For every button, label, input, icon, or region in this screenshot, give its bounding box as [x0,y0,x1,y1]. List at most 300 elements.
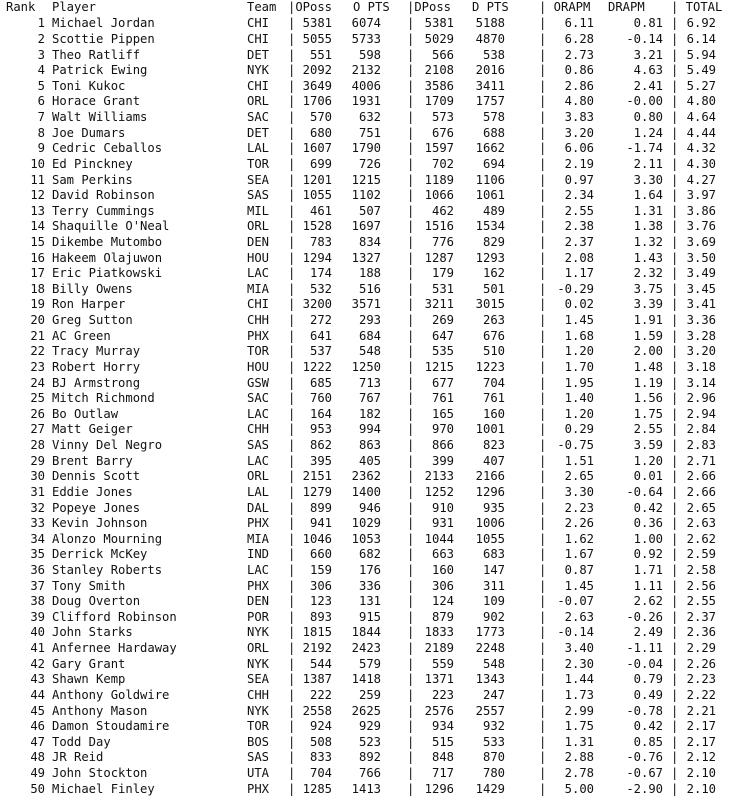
cell-oposs: 1528 [302,219,332,234]
table-row [0,750,732,766]
column-separator: | [288,16,296,31]
cell-total: 2.55 [686,594,716,609]
cell-opts: 182 [358,406,381,421]
column-separator: | [671,281,679,296]
column-separator: | [671,188,679,203]
cell-drapm: -0.04 [626,656,663,671]
cell-team: CHH [247,422,270,437]
column-separator: | [407,641,415,656]
cell-drapm: 0.42 [633,500,663,515]
column-separator: | [539,547,547,562]
cell-dposs: 931 [431,516,454,531]
cell-drapm: -0.26 [626,609,663,624]
cell-total: 4.80 [686,94,716,109]
column-separator: | [539,391,547,406]
cell-dposs: 1215 [424,359,454,374]
cell-opts: 1413 [351,781,381,796]
cell-drapm: 3.59 [633,438,663,453]
cell-player: Robert Horry [52,359,141,374]
cell-drapm: 1.71 [633,563,663,577]
cell-opts: 523 [358,734,381,749]
column-separator: | [407,47,415,62]
cell-dpts: 501 [482,281,505,296]
table-row [0,610,732,626]
cell-drapm: 2.00 [633,344,663,359]
cell-team: CHI [247,31,270,46]
cell-dpts: 902 [482,609,505,624]
cell-team: SAS [247,188,270,203]
column-separator: | [539,266,547,281]
cell-dposs: 2133 [424,469,454,484]
cell-total: 4.32 [686,141,716,156]
cell-dpts: 761 [482,391,505,406]
cell-rank: 12 [30,188,45,203]
cell-team: LAC [247,563,270,577]
column-separator: | [288,47,296,62]
cell-total: 2.17 [686,719,716,734]
cell-opts: 2362 [351,469,381,484]
column-separator: | [407,328,415,343]
cell-drapm: 1.48 [633,359,663,374]
column-separator: | [407,125,415,140]
column-separator: | [407,672,415,687]
cell-team: SAC [247,391,270,406]
cell-dpts: 5188 [475,16,505,31]
column-separator: | [671,516,679,531]
cell-total: 2.66 [686,484,716,499]
cell-orapm: 2.30 [564,656,594,671]
column-separator: | [288,438,296,453]
cell-oposs: 1607 [302,141,332,156]
cell-oposs: 123 [309,594,332,609]
cell-player: Dennis Scott [52,469,141,484]
cell-orapm: 1.20 [564,406,594,421]
table-row [0,110,732,126]
column-separator: | [539,281,547,296]
cell-drapm: 0.79 [633,672,663,687]
cell-team: LAC [247,266,270,281]
cell-drapm: -1.11 [626,641,663,656]
column-separator: | [539,297,547,312]
column-separator: | [288,422,296,437]
column-separator: | [539,766,547,781]
column-separator: | [671,547,679,562]
column-separator: | [407,94,415,109]
cell-orapm: 2.99 [564,703,594,718]
cell-team: DET [247,47,270,62]
column-separator: | [539,781,547,796]
cell-player: Toni Kukoc [52,78,126,93]
cell-team: ORL [247,219,270,234]
cell-player: Anthony Goldwire [52,687,170,702]
cell-rank: 45 [30,703,45,718]
cell-dposs: 531 [431,281,454,296]
column-separator: | [407,703,415,718]
cell-drapm: 2.32 [633,266,663,281]
cell-team: DET [247,125,270,140]
column-separator: | [539,750,547,765]
column-separator: | [407,578,415,593]
cell-dpts: 1773 [475,625,505,640]
cell-dpts: 578 [482,110,505,125]
cell-total: 2.59 [686,547,716,562]
cell-opts: 767 [358,391,381,406]
cell-opts: 188 [358,266,381,281]
cell-team: DEN [247,594,270,609]
table-row [0,376,732,392]
cell-orapm: 2.55 [564,203,594,218]
cell-dposs: 462 [431,203,454,218]
cell-team: ORL [247,94,270,109]
column-separator: | [288,234,296,249]
cell-dpts: 109 [482,594,505,609]
cell-oposs: 660 [309,547,332,562]
column-separator: | [671,672,679,687]
table-header [0,0,732,16]
cell-rank: 30 [30,469,45,484]
table-row [0,766,732,782]
cell-dpts: 1061 [475,188,505,203]
cell-oposs: 862 [309,438,332,453]
cell-rank: 4 [37,63,45,78]
cell-total: 2.26 [686,656,716,671]
cell-player: Doug Overton [52,594,141,609]
cell-dpts: 1343 [475,672,505,687]
cell-orapm: 1.51 [564,453,594,468]
column-separator: | [671,391,679,406]
cell-total: 2.10 [686,766,716,781]
cell-dposs: 223 [431,687,454,702]
column-separator: | [407,453,415,468]
cell-drapm: 1.24 [633,125,663,140]
cell-oposs: 685 [309,375,332,390]
column-separator: | [539,47,547,62]
cell-rank: 15 [30,234,45,249]
cell-opts: 1418 [351,672,381,687]
column-separator: | [407,781,415,796]
cell-dpts: 780 [482,766,505,781]
cell-player: Shaquille O'Neal [52,219,170,234]
cell-dposs: 399 [431,453,454,468]
cell-oposs: 272 [309,313,332,328]
cell-drapm: 1.20 [633,453,663,468]
column-separator: | [539,438,547,453]
cell-orapm: 1.75 [564,719,594,734]
cell-orapm: 2.78 [564,766,594,781]
column-separator: | [671,500,679,515]
cell-dpts: 1055 [475,531,505,546]
cell-rank: 10 [30,156,45,171]
cell-dposs: 848 [431,750,454,765]
column-separator: | [407,266,415,281]
column-separator: | [407,469,415,484]
column-separator: | [671,313,679,328]
column-separator: | [539,469,547,484]
cell-drapm: 0.36 [633,516,663,531]
cell-dpts: 311 [482,578,505,593]
column-separator: | [288,78,296,93]
cell-opts: 1697 [351,219,381,234]
column-separator: | [539,687,547,702]
cell-rank: 34 [30,531,45,546]
cell-orapm: 5.00 [564,781,594,796]
cell-orapm: 2.38 [564,219,594,234]
column-separator: | [539,516,547,531]
cell-player: Alonzo Mourning [52,531,163,546]
cell-drapm: -0.67 [626,766,663,781]
column-separator: | [671,63,679,78]
column-separator: | [671,453,679,468]
cell-rank: 5 [37,78,45,93]
cell-orapm: 0.86 [564,63,594,78]
cell-opts: 1215 [351,172,381,187]
cell-opts: 516 [358,281,381,296]
cell-orapm: 6.11 [564,16,594,31]
cell-rank: 24 [30,375,45,390]
column-separator: | [288,563,296,577]
cell-oposs: 1294 [302,250,332,265]
cell-player: Terry Cummings [52,203,155,218]
cell-opts: 598 [358,47,381,62]
cell-oposs: 1706 [302,94,332,109]
column-separator: | [671,656,679,671]
cell-oposs: 2151 [302,469,332,484]
cell-total: 3.97 [686,188,716,203]
table-row [0,204,732,220]
cell-dpts: 932 [482,719,505,734]
cell-dpts: 1296 [475,484,505,499]
cell-opts: 6074 [351,16,381,31]
header-opts: O PTS [353,0,390,14]
column-separator: | [671,156,679,171]
table-row [0,63,732,79]
cell-drapm: 2.49 [633,625,663,640]
cell-drapm: -0.64 [626,484,663,499]
cell-dpts: 1006 [475,516,505,531]
cell-opts: 1102 [351,188,381,203]
column-separator: | [288,203,296,218]
cell-total: 3.76 [686,219,716,234]
table-row [0,547,732,563]
cell-dpts: 2248 [475,641,505,656]
column-separator: | [288,313,296,328]
cell-dpts: 538 [482,47,505,62]
cell-orapm: 6.28 [564,31,594,46]
cell-team: PHX [247,578,270,593]
column-separator: | [288,719,296,734]
cell-opts: 2423 [351,641,381,656]
column-separator: | [671,16,679,31]
cell-drapm: 1.19 [633,375,663,390]
cell-dposs: 1833 [424,625,454,640]
cell-dposs: 1287 [424,250,454,265]
cell-oposs: 1046 [302,531,332,546]
cell-total: 2.62 [686,531,716,546]
column-separator: | [407,203,415,218]
cell-player: Clifford Robinson [52,609,177,624]
cell-orapm: 0.02 [564,297,594,312]
cell-player: Anthony Mason [52,703,148,718]
column-separator: | [671,422,679,437]
cell-dposs: 970 [431,422,454,437]
column-separator: | [539,63,547,78]
cell-oposs: 924 [309,719,332,734]
cell-opts: 632 [358,110,381,125]
cell-team: ORL [247,469,270,484]
cell-player: Todd Day [52,734,111,749]
cell-team: LAL [247,484,270,499]
table-row [0,579,732,595]
cell-orapm: 1.67 [564,547,594,562]
column-separator: | [539,172,547,187]
cell-player: David Robinson [52,188,155,203]
cell-player: Mitch Richmond [52,391,155,406]
cell-dpts: 823 [482,438,505,453]
column-separator: | [288,188,296,203]
cell-orapm: 1.45 [564,313,594,328]
column-separator: | [539,250,547,265]
header-drapm: DRAPM [608,0,645,14]
column-separator: | [407,734,415,749]
cell-drapm: 1.56 [633,391,663,406]
cell-opts: 1400 [351,484,381,499]
column-separator: | [288,609,296,624]
column-separator: | [539,594,547,609]
cell-oposs: 2558 [302,703,332,718]
cell-dpts: 688 [482,125,505,140]
cell-dposs: 3586 [424,78,454,93]
cell-team: NYK [247,63,270,78]
table-row [0,782,732,798]
column-separator: | [539,125,547,140]
cell-drapm: 3.39 [633,297,663,312]
cell-team: LAC [247,453,270,468]
cell-dposs: 573 [431,110,454,125]
cell-orapm: 3.83 [564,110,594,125]
cell-dpts: 1106 [475,172,505,187]
cell-opts: 1844 [351,625,381,640]
column-separator: | [288,625,296,640]
cell-team: NYK [247,656,270,671]
cell-player: Anfernee Hardaway [52,641,177,656]
table-row [0,32,732,48]
cell-player: Shawn Kemp [52,672,126,687]
cell-oposs: 164 [309,406,332,421]
cell-total: 3.50 [686,250,716,265]
column-separator: | [539,672,547,687]
column-separator: | [539,422,547,437]
cell-oposs: 3200 [302,297,332,312]
cell-drapm: 1.75 [633,406,663,421]
cell-dposs: 1189 [424,172,454,187]
column-separator: | [288,781,296,796]
cell-rank: 11 [30,172,45,187]
cell-opts: 684 [358,328,381,343]
cell-rank: 22 [30,344,45,359]
column-separator: | [671,531,679,546]
column-separator: | [407,188,415,203]
column-separator: | [539,313,547,328]
cell-orapm: 1.17 [564,266,594,281]
cell-player: John Starks [52,625,133,640]
cell-total: 2.21 [686,703,716,718]
column-separator: | [539,78,547,93]
column-separator: | [288,469,296,484]
cell-dposs: 761 [431,391,454,406]
cell-rank: 40 [30,625,45,640]
cell-rank: 31 [30,484,45,499]
column-separator: | [288,547,296,562]
cell-opts: 336 [358,578,381,593]
cell-dpts: 548 [482,656,505,671]
column-separator: | [407,516,415,531]
cell-player: Dikembe Mutombo [52,234,163,249]
cell-rank: 47 [30,734,45,749]
cell-orapm: 1.62 [564,531,594,546]
cell-rank: 36 [30,563,45,577]
cell-rank: 42 [30,656,45,671]
cell-drapm: -0.78 [626,703,663,718]
cell-dpts: 1429 [475,781,505,796]
cell-rank: 6 [37,94,45,109]
table-row [0,79,732,95]
column-separator: | [288,453,296,468]
cell-total: 2.12 [686,750,716,765]
column-separator: | [671,344,679,359]
cell-orapm: 2.26 [564,516,594,531]
cell-team: CHH [247,313,270,328]
column-separator: | [671,219,679,234]
cell-dposs: 866 [431,438,454,453]
cell-orapm: 2.19 [564,156,594,171]
column-separator: | [288,219,296,234]
column-separator: | [671,203,679,218]
cell-dposs: 1296 [424,781,454,796]
column-separator: | [539,156,547,171]
cell-dpts: 162 [482,266,505,281]
column-separator: | [288,281,296,296]
column-separator: | [539,234,547,249]
column-separator: | [539,703,547,718]
column-separator: | [671,78,679,93]
cell-orapm: -0.14 [557,625,594,640]
cell-drapm: 0.49 [633,687,663,702]
column-separator: | [407,297,415,312]
cell-oposs: 2092 [302,63,332,78]
table-row [0,735,732,751]
cell-player: Eddie Jones [52,484,133,499]
cell-player: Patrick Ewing [52,63,148,78]
column-separator: | [407,375,415,390]
cell-orapm: -0.07 [557,594,594,609]
cell-total: 2.10 [686,781,716,796]
cell-orapm: 6.06 [564,141,594,156]
cell-dposs: 663 [431,547,454,562]
column-separator: | [671,766,679,781]
cell-opts: 293 [358,313,381,328]
cell-rank: 25 [30,391,45,406]
table-row [0,407,732,423]
cell-player: Ed Pinckney [52,156,133,171]
column-separator: | [671,703,679,718]
column-separator: | [407,234,415,249]
cell-orapm: 2.73 [564,47,594,62]
column-separator: | [671,609,679,624]
cell-dposs: 5381 [424,16,454,31]
cell-rank: 3 [37,47,45,62]
column-separator: | [288,656,296,671]
cell-total: 4.64 [686,110,716,125]
